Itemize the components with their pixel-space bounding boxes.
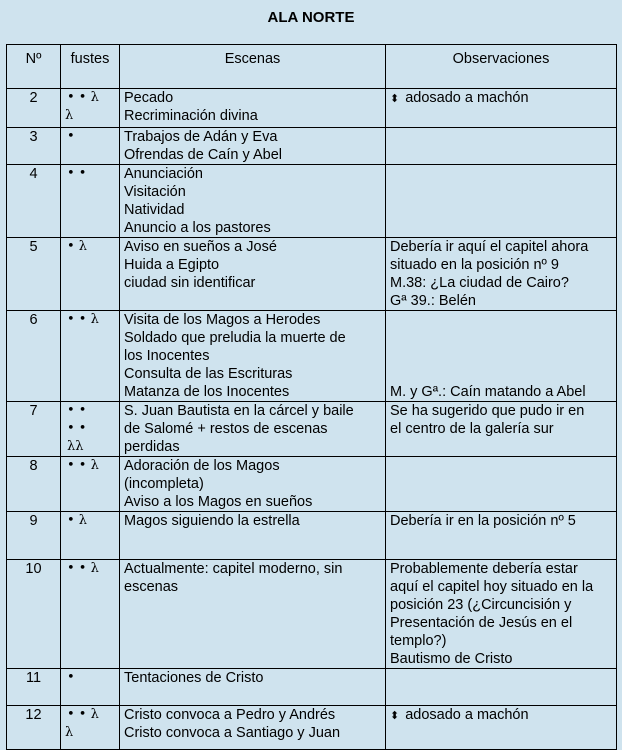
- header-escenas: Escenas: [120, 45, 386, 89]
- row-escenas: [120, 706, 386, 750]
- observacion-line: ⬍ adosado a machón: [390, 707, 529, 723]
- observacion-line: Gª 39.: Belén: [390, 293, 476, 309]
- escena-line: Huida a Egipto: [124, 257, 220, 273]
- observacion-line: Bautismo de Cristo: [390, 651, 513, 667]
- row-fustes: [61, 706, 120, 750]
- table-row: [7, 238, 617, 311]
- row-number: 4: [7, 165, 61, 238]
- up-down-diamond-icon: ⬍: [390, 710, 400, 722]
- up-down-diamond-icon: ⬍: [390, 93, 400, 105]
- row-observaciones: [386, 457, 617, 512]
- row-observaciones: [386, 89, 617, 128]
- row-number: 5: [7, 238, 61, 311]
- fustes-symbols: λλ: [67, 439, 84, 454]
- row-fustes: [61, 128, 120, 165]
- row-fustes: [61, 89, 120, 128]
- fustes-symbols: • • λ: [67, 561, 99, 576]
- escena-line: Cristo convoca a Santiago y Juan: [124, 725, 341, 741]
- table-row: [7, 457, 617, 512]
- row-escenas: [120, 311, 386, 402]
- row-number: 12: [7, 706, 61, 750]
- escena-line: Recriminación divina: [124, 108, 258, 124]
- escena-line: ciudad sin identificar: [124, 275, 256, 291]
- row-observaciones: [386, 238, 617, 311]
- escena-line: (incompleta): [124, 476, 204, 492]
- escena-line: Visita de los Magos a Herodes: [124, 312, 321, 328]
- fustes-symbols: • λ: [67, 239, 88, 254]
- escena-line: Natividad: [124, 202, 185, 218]
- fustes-symbols: λ: [65, 108, 74, 123]
- escena-line: Cristo convoca a Pedro y Andrés: [124, 707, 336, 723]
- table-row: [7, 311, 617, 402]
- escena-line: Soldado que preludia la muerte de: [124, 330, 346, 346]
- escena-line: Visitación: [124, 184, 186, 200]
- fustes-symbols: • • λ: [67, 90, 99, 105]
- row-number: 11: [7, 669, 61, 706]
- fustes-symbols: • • λ: [67, 458, 99, 473]
- fustes-symbols: λ: [65, 725, 74, 740]
- row-number: 10: [7, 560, 61, 669]
- observacion-line: M.38: ¿La ciudad de Cairo?: [390, 275, 569, 291]
- row-fustes: [61, 560, 120, 669]
- row-observaciones: [386, 128, 617, 165]
- row-observaciones: [386, 706, 617, 750]
- escena-line: Magos siguiendo la estrella: [124, 513, 300, 529]
- fustes-symbols: • λ: [67, 513, 88, 528]
- observacion-line: posición 23 (¿Circuncisión y: [390, 597, 572, 613]
- escena-line: S. Juan Bautista en la cárcel y baile: [124, 403, 354, 419]
- row-escenas: [120, 128, 386, 165]
- fustes-symbols: • • λ: [67, 312, 99, 327]
- table-row: [7, 706, 617, 750]
- observacion-line: ⬍ adosado a machón: [390, 90, 529, 106]
- row-observaciones: [386, 311, 617, 402]
- row-observaciones: [386, 165, 617, 238]
- observacion-line: situado en la posición nº 9: [390, 257, 559, 273]
- escena-line: escenas: [124, 579, 179, 595]
- row-escenas: [120, 512, 386, 560]
- escena-line: Anuncio a los pastores: [124, 220, 271, 236]
- row-number: 3: [7, 128, 61, 165]
- row-observaciones: [386, 560, 617, 669]
- fustes-symbols: • •: [67, 421, 87, 436]
- escena-line: Pecado: [124, 90, 174, 106]
- row-observaciones: [386, 512, 617, 560]
- row-number: 7: [7, 402, 61, 457]
- row-escenas: [120, 402, 386, 457]
- fustes-symbols: • • λ: [67, 707, 99, 722]
- observacion-line: Presentación de Jesús en el: [390, 615, 573, 631]
- fustes-symbols: • •: [67, 403, 87, 418]
- table-row: [7, 669, 617, 706]
- row-number: 8: [7, 457, 61, 512]
- fustes-symbols: •: [67, 670, 75, 685]
- table-row: [7, 560, 617, 669]
- row-fustes: [61, 402, 120, 457]
- row-observaciones: [386, 669, 617, 706]
- fustes-symbols: • •: [67, 166, 87, 181]
- row-escenas: [120, 165, 386, 238]
- row-fustes: [61, 311, 120, 402]
- fustes-symbols: •: [67, 129, 75, 144]
- row-escenas: [120, 669, 386, 706]
- table-row: [7, 165, 617, 238]
- escena-line: Aviso en sueños a José: [124, 239, 277, 255]
- escena-line: los Inocentes: [124, 348, 210, 364]
- escena-line: Anunciación: [124, 166, 203, 182]
- observacion-line: templo?): [390, 633, 447, 649]
- escena-line: Tentaciones de Cristo: [124, 670, 264, 686]
- row-fustes: [61, 238, 120, 311]
- observacion-line: Debería ir aquí el capitel ahora: [390, 239, 589, 255]
- escena-line: Matanza de los Inocentes: [124, 384, 290, 400]
- row-escenas: [120, 560, 386, 669]
- table-row: [7, 512, 617, 560]
- header-observaciones: Observaciones: [386, 45, 617, 89]
- row-number: 2: [7, 89, 61, 128]
- row-number: 9: [7, 512, 61, 560]
- escena-line: Ofrendas de Caín y Abel: [124, 147, 282, 163]
- escena-line: Consulta de las Escrituras: [124, 366, 293, 382]
- row-escenas: [120, 89, 386, 128]
- escena-line: de Salomé + restos de escenas: [124, 421, 328, 437]
- escena-line: perdidas: [124, 439, 180, 455]
- table-header-row: [7, 45, 617, 89]
- header-fustes: fustes: [61, 45, 120, 89]
- table-row: [7, 128, 617, 165]
- page-title: ALA NORTE: [267, 9, 355, 26]
- observacion-line: M. y Gª.: Caín matando a Abel: [390, 384, 586, 400]
- table-row: [7, 402, 617, 457]
- observacion-line: Probablemente debería estar: [390, 561, 578, 577]
- observacion-line: aquí el capitel hoy situado en la: [390, 579, 594, 595]
- escena-line: Trabajos de Adán y Eva: [124, 129, 278, 145]
- row-escenas: [120, 457, 386, 512]
- row-fustes: [61, 457, 120, 512]
- escena-line: Aviso a los Magos en sueños: [124, 494, 313, 510]
- header-num: Nº: [7, 45, 61, 89]
- capitals-table: [6, 44, 617, 750]
- escena-line: Adoración de los Magos: [124, 458, 280, 474]
- observacion-line: Se ha sugerido que pudo ir en: [390, 403, 585, 419]
- escena-line: Actualmente: capitel moderno, sin: [124, 561, 343, 577]
- row-fustes: [61, 669, 120, 706]
- row-escenas: [120, 238, 386, 311]
- row-number: 6: [7, 311, 61, 402]
- observacion-line: el centro de la galería sur: [390, 421, 554, 437]
- observacion-line: Debería ir en la posición nº 5: [390, 513, 576, 529]
- table-row: [7, 89, 617, 128]
- row-observaciones: [386, 402, 617, 457]
- row-fustes: [61, 512, 120, 560]
- row-fustes: [61, 165, 120, 238]
